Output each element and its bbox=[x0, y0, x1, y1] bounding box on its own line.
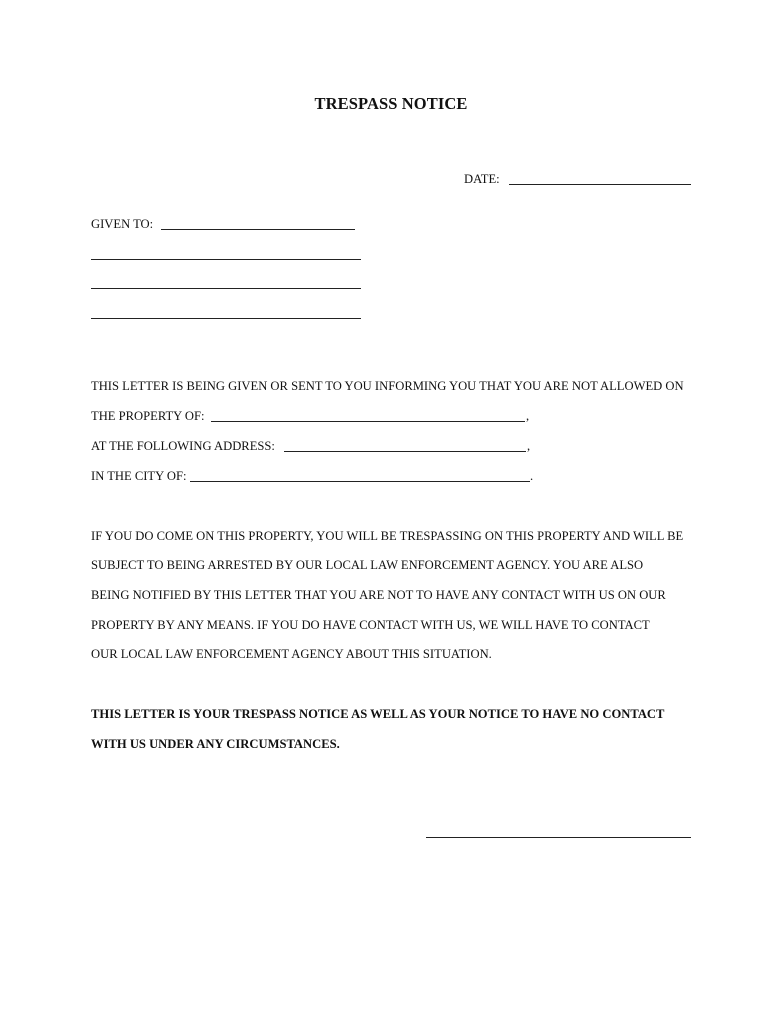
intro-text: THIS LETTER IS BEING GIVEN OR SENT TO YOU INFORMING YOU THAT YOU ARE NOT ALLOWED ON bbox=[91, 379, 684, 393]
signature-line[interactable] bbox=[426, 837, 691, 838]
date-label: DATE: bbox=[464, 172, 500, 186]
warning-line-3: BEING NOTIFIED BY THIS LETTER THAT YOU ARE NOT TO HAVE ANY CONTACT WITH US ON OUR bbox=[91, 588, 666, 602]
warning-line-1: IF YOU DO COME ON THIS PROPERTY, YOU WILL BE TRESPASSING ON THIS PROPERTY AND WILL BE bbox=[91, 529, 684, 543]
address-comma: , bbox=[527, 439, 531, 453]
date-blank[interactable] bbox=[509, 184, 691, 185]
given-to-label: GIVEN TO: bbox=[91, 217, 154, 231]
address-label: AT THE FOLLOWING ADDRESS: bbox=[91, 439, 275, 453]
city-label: IN THE CITY OF: bbox=[91, 469, 187, 483]
warning-line-5: OUR LOCAL LAW ENFORCEMENT AGENCY ABOUT THIS SITUATION. bbox=[91, 647, 492, 661]
given-to-address-line-2[interactable] bbox=[91, 288, 361, 289]
warning-line-2: SUBJECT TO BEING ARRESTED BY OUR LOCAL LAW ENFORCEMENT AGENCY. YOU ARE ALSO bbox=[91, 558, 644, 572]
warning-line-4: PROPERTY BY ANY MEANS. IF YOU DO HAVE CONTACT WITH US, WE WILL HAVE TO CONTACT bbox=[91, 618, 650, 632]
date-row bbox=[464, 171, 500, 187]
given-to-address-line-3[interactable] bbox=[91, 318, 361, 319]
given-to-row bbox=[91, 216, 153, 232]
city-period: . bbox=[530, 469, 534, 483]
property-of-comma: , bbox=[526, 409, 530, 423]
closing-line-2: WITH US UNDER ANY CIRCUMSTANCES. bbox=[91, 737, 340, 751]
given-to-address-line-1[interactable] bbox=[91, 259, 361, 260]
document-title: TRESPASS NOTICE bbox=[314, 94, 468, 113]
property-of-blank[interactable] bbox=[211, 421, 525, 422]
property-of-label: THE PROPERTY OF: bbox=[91, 409, 205, 423]
city-blank[interactable] bbox=[190, 481, 530, 482]
closing-line-1: THIS LETTER IS YOUR TRESPASS NOTICE AS WELL AS YOUR NOTICE TO HAVE NO CONTACT bbox=[91, 707, 665, 721]
given-to-blank[interactable] bbox=[161, 229, 355, 230]
address-blank[interactable] bbox=[284, 451, 526, 452]
